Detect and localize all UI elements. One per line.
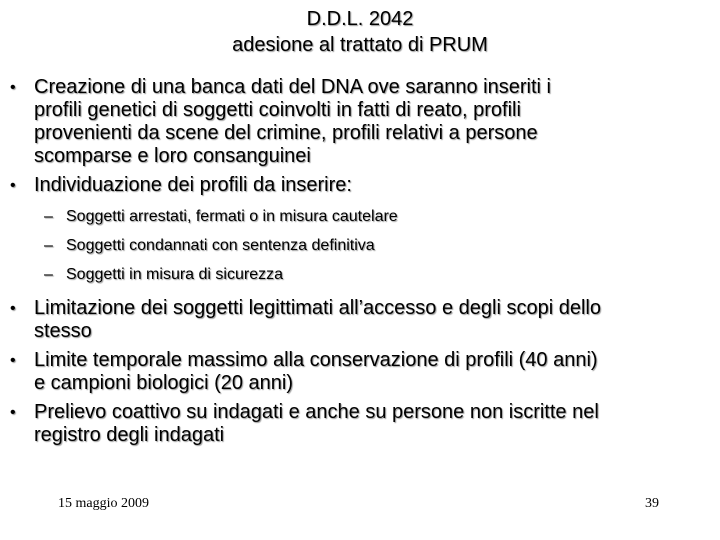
bullet-marker: • [10, 404, 16, 421]
title-line-2: adesione al trattato di PRUM [232, 34, 488, 56]
bullet-line: e campioni biologici (20 anni) [34, 372, 294, 394]
bullet-line: provenienti da scene del crimine, profili relativi a persone [34, 122, 538, 144]
sub-item-text: Soggetti condannati con sentenza definitiva [66, 237, 375, 254]
bullet-item [8, 297, 714, 343]
title-line-1: D.D.L. 2042 [306, 8, 414, 30]
sub-marker: – [44, 208, 53, 225]
page-number: 39 [645, 496, 659, 511]
sub-marker: – [44, 266, 53, 283]
slide-title [0, 6, 720, 58]
sub-item [8, 236, 714, 256]
bullet-line: Limite temporale massimo alla conservazione di profili (40 anni) [34, 349, 598, 371]
bullet-line: Prelievo coattivo su indagati e anche su persone non iscritte nel [34, 401, 599, 423]
bullet-item [8, 174, 714, 197]
bullet-item [8, 349, 714, 395]
bullet-line: Individuazione dei profili da inserire: [34, 174, 352, 196]
slide-body [8, 76, 714, 447]
bullet-line: profili genetici di soggetti coinvolti in fatti di reato, profili [34, 99, 521, 121]
sub-item-text: Soggetti arrestati, fermati o in misura cautelare [66, 208, 398, 225]
bullet-marker: • [10, 300, 16, 317]
bullet-marker: • [10, 177, 16, 194]
bullet-marker: • [10, 352, 16, 369]
bullet-line: stesso [34, 320, 92, 342]
bullet-item [8, 401, 714, 447]
bullet-line: registro degli indagati [34, 424, 225, 446]
bullet-line: Limitazione dei soggetti legittimati all’accesso e degli scopi dello [34, 297, 601, 319]
sub-marker: – [44, 237, 53, 254]
bullet-item [8, 76, 714, 168]
bullet-line: scomparse e loro consanguinei [34, 145, 311, 167]
sub-item-text: Soggetti in misura di sicurezza [66, 266, 283, 283]
bullet-line: Creazione di una banca dati del DNA ove saranno inseriti i [34, 76, 551, 98]
sub-item [8, 207, 714, 227]
footer-date: 15 maggio 2009 [58, 496, 149, 511]
sub-item [8, 265, 714, 285]
bullet-marker: • [10, 79, 16, 96]
